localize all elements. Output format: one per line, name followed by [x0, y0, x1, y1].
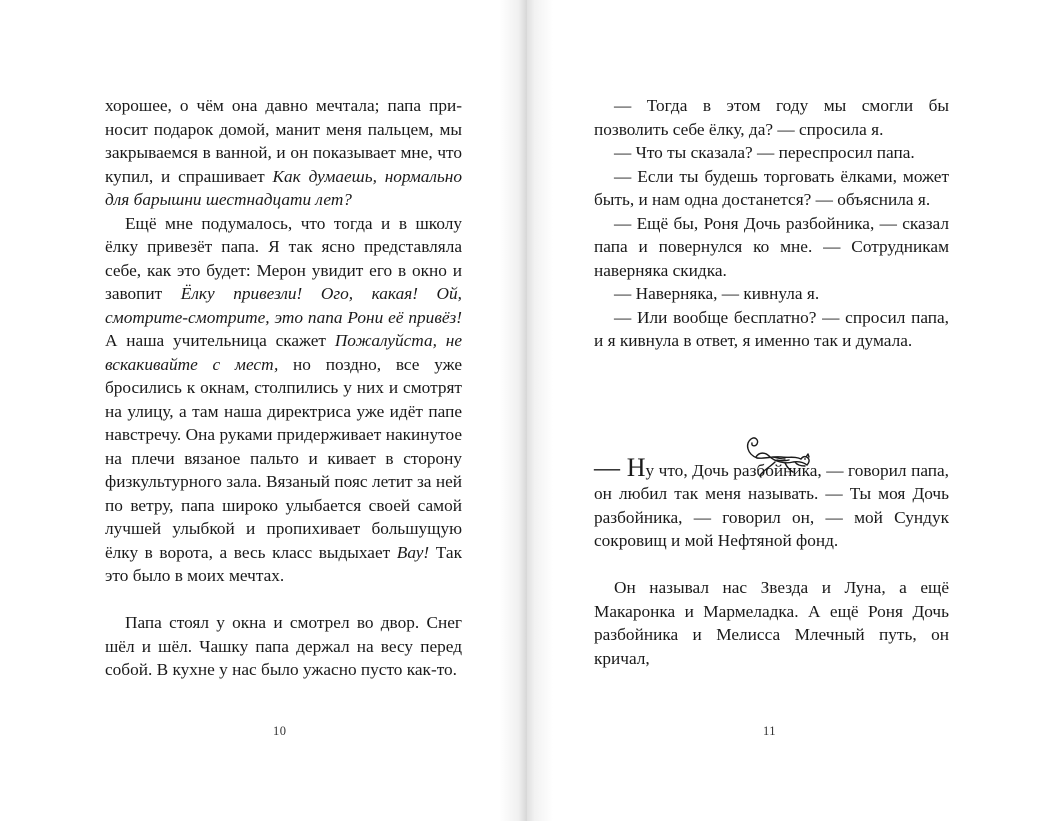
text-run: А наша учительница скажет [105, 331, 335, 350]
left-page-text [105, 94, 462, 682]
italic-text: Вау! [396, 542, 430, 562]
right-page-text [594, 94, 949, 670]
text-run: но поздно, все уже бросились к окнам, столпились у них и смотрят на улицу, а там наша директриса уже идёт папе навстречу. Она руками придерживает накинутое на плечи вязаное пальто и кивает в сторону физкультурного зала. Вязаный пояс летит за ней по ветру, папа широко улыбается своей самой лучшей улыбкой и пропихивает большущую ёлку в ворота, а весь класс выдыхает [105, 354, 462, 562]
right-page [527, 0, 1055, 821]
opening-text: у что, Дочь разбойника, — говорил папа, он любил так меня называть. — Ты моя Дочь разбойника, — говорил он, — мой Сундук сокровищ и мой Нефтяной фонд. [594, 460, 949, 550]
page-number: 11 [763, 724, 777, 738]
opening-dash: — [594, 452, 627, 482]
dialogue-line: — Если ты будешь торговать ёлками, может быть, и нам одна достанется? — объяснила я. [594, 166, 949, 209]
paragraph [105, 94, 462, 212]
paragraph [105, 212, 462, 588]
text-run: Так это было в моих мечтах. [105, 542, 462, 585]
dropcap-letter: Н [626, 452, 646, 482]
dialogue-line: — Что ты сказала? — переспросил папа. [614, 143, 915, 162]
italic-text: Пожалуйста, не вскакивайте с мест, [105, 331, 462, 374]
paragraph: Он называл нас Звезда и Луна, а ещё Макаронка и Мармеладка. А ещё Роня Дочь разбойника и Мелисса Млечный путь, он кричал, [594, 578, 949, 668]
italic-text: Как думаешь, нормально для барышни шестнадцати лет? [105, 166, 462, 209]
text-run: Папа стоял у окна и смотрел во двор. Снег шёл и шёл. Чашку папа держал на весу перед собой. В кухне у нас было ужасно пусто как-то. [105, 613, 462, 679]
page-number: 10 [273, 724, 287, 738]
gutter-shadow [499, 0, 527, 821]
dialogue-line: — Или вообще бесплатно? — спросил папа, и я кивнула в ответ, я именно так и думала. [594, 307, 949, 350]
gutter-shadow [527, 0, 553, 821]
italic-text: Ёлку привезли! Ого, какая! Ой, смотрите-смотрите, это папа Рони её привёз! [105, 284, 462, 327]
dialogue-line: — Наверняка, — кивнула я. [614, 284, 820, 303]
dialogue-line: — Ещё бы, Роня Дочь разбойника, — сказал папа и повернулся ко мне. — Сотрудникам наверняка скидка. [594, 213, 949, 280]
left-page [0, 0, 527, 821]
squirrel-ornament-icon [739, 432, 815, 490]
text-run: хорошее, о чём она давно мечтала; папа приносит подарок домой, манит меня пальцем, мы закрываемся в ванной, и он показывает мне, что купил, и спрашивает [105, 96, 462, 186]
paragraph [105, 611, 462, 682]
text-run: Ещё мне подумалось, что тогда и в школу ёлку привезёт папа. Я так ясно представляла себе, как это будет: Мерон увидит его в окно и завопит [105, 213, 462, 303]
dialogue-line: — Тогда в этом году мы смогли бы позволить себе ёлку, да? — спросила я. [594, 96, 949, 139]
